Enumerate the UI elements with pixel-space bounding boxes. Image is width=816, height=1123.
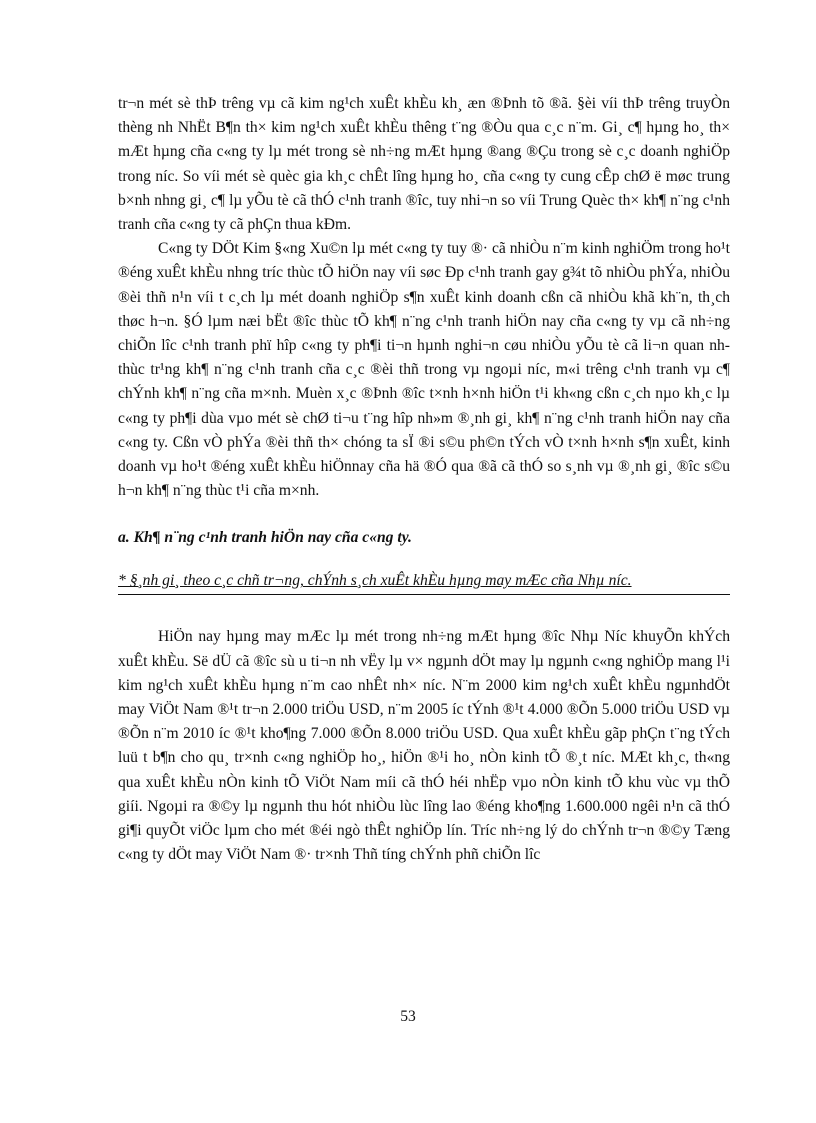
page-number: 53 bbox=[400, 1008, 416, 1025]
body-paragraph-3: HiÖn nay hµng may mÆc lµ mét trong nh÷ng mÆt hµng ®îc Nhµ Níc khuyÕn khÝch xuÊt khÈu. Së dÜ cã ®îc sù u ti¬n nh vËy lµ v× ngµnh dÖt may lµ ngµnh c«ng nghiÖp mang l¹i kim ng¹ch xuÊt khÈu hµng n¨m cao nhÊt nh× níc. N¨m 2000 kim ng¹ch xuÊt khÈu ngµnhdÖt may ViÖt Nam ®¹t tr¬n 2.000 triÖu USD, n¨m 2005 íc tÝnh ®¹t 4.000 ®Õn 5.000 triÖu USD vµ ®Õn n¨m 2010 íc ®¹t kho¶ng 7.000 ®Õn 8.000 triÖu USD. Qua xuÊt khÈu gãp phÇn t¨ng tÝch luü t b¶n cho qu¸ tr×nh c«ng nghiÖp ho¸, hiÖn ®¹i ho¸ nÒn kinh tÕ ®¸t níc. MÆt kh¸c, th«ng qua xuÊt khÈu nÒn kinh tÕ ViÖt Nam míi cã thÓ héi nhËp vµo nÒn kinh tÕ khu vùc vµ thÕ giíi. Ngoµi ra ®©y lµ ngµnh thu hót nhiÒu lùc lîng lao ®éng kho¶ng 1.600.000 ngêi n¹n cã thÓ gi¶i quyÕt viÖc lµm cho mét ®éi ngò thÊt nghiÖp lín. Tríc nh÷ng lý do chÝnh tr¬n ®©y Tæng c«ng ty dÖt may ViÖt Nam ®· tr×nh Thñ tíng chÝnh phñ chiÕn lîc bbox=[118, 628, 730, 864]
subsection-heading: * §¸nh gi¸ theo c¸c chñ tr¬ng, chÝnh s¸ch xuÊt khÈu hµng may mÆc cña Nhµ níc. bbox=[118, 569, 730, 595]
section-heading: a. Kh¶ n¨ng c¹nh tranh hiÖn nay cña c«ng ty. bbox=[118, 529, 412, 547]
body-paragraph-1: tr¬n mét sè thÞ trêng vµ cã kim ng¹ch xuÊt khÈu kh¸ æn ®Þnh tõ ®ã. §èi víi thÞ trêng truyÒn thèng nh NhËt B¶n th× kim ng¹ch xuÊt khÈu thêng t¨ng ®Òu qua c¸c n¨m. Gi¸ c¶ hµng ho¸ th× mÆt hµng cña c«ng ty lµ mét trong sè nh÷ng mÆt hµng ®ang ®Çu trong sè c¸c doanh nghiÖp trong níc. So víi mét sè quèc gia kh¸c chÊt lîng hµng ho¸ cña c«ng ty cung cÊp chØ ë møc trung b×nh nhng gi¸ c¶ lµ yÕu tè cã thÓ c¹nh tranh ®îc, tuy nhi¬n so víi Trung Quèc th× kh¶ n¨ng c¹nh tranh cña c«ng ty cã phÇn thua kÐm. bbox=[118, 95, 730, 234]
body-paragraph-2: C«ng ty DÖt Kim §«ng Xu©n lµ mét c«ng ty tuy ®· cã nhiÒu n¨m kinh nghiÖm trong ho¹t ®éng xuÊt khÈu nhng tríc thùc tÕ hiÖn nay víi søc Ðp c¹nh tranh gay g¾t tõ nhiÒu phÝa, nhiÒu ®èi thñ n¹n víi t c¸ch lµ mét doanh nghiÖp s¶n xuÊt kinh doanh cßn cã nhiÒu khã kh¨n, th¸ch thøc h¬n. §Ó lµm næi bËt ®îc thùc tÕ kh¶ n¨ng c¹nh tranh hiÖn nay cña c«ng ty vµ cã nh÷ng chiÕn lîc c¹nh tranh phï hîp c«ng ty ph¶i ti¬n hµnh nghi¬n cøu nhiÒu yÕu tè cã li¬n quan nh thùc tr¹ng kh¶ n¨ng c¹nh tranh cña c¸c ®èi thñ trong vµ ngoµi níc, m«i trêng c¹nh tranh vµ c¶ chÝnh kh¶ n¨ng cña m×nh. Muèn x¸c ®Þnh ®îc t×nh h×nh hiÖn t¹i kh«ng cßn c¸ch nµo kh¸c lµ c«ng ty ph¶i dùa vµo mét sè chØ ti¬u t¨ng hîp nh»m ®¸nh gi¸ kh¶ n¨ng c¹nh tranh hiÖn nay cña c«ng ty. Cßn vÒ phÝa ®èi thñ th× chóng ta sÏ ®i s©u ph©n tÝch vÒ t×nh h×nh s¶n xuÊt, kinh doanh vµ ho¹t ®éng xuÊt khÈu hiÖnnay cña hä ®Ó qua ®ã cã thÓ so s¸nh vµ ®¸nh gi¸ ®îc s©u h¬n kh¶ n¨ng thùc t¹i cña m×nh. bbox=[118, 240, 730, 500]
document-page bbox=[118, 92, 730, 867]
